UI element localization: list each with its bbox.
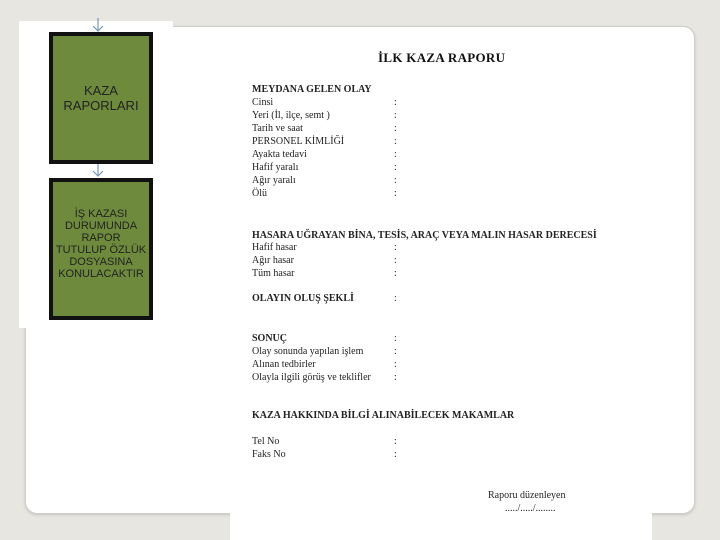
flowchart-box-line: DURUMUNDA <box>64 220 138 232</box>
field-colon: : <box>394 293 397 304</box>
field-label: Hafif yaralı <box>252 162 299 173</box>
form-row <box>252 436 672 448</box>
field-colon: : <box>394 255 397 266</box>
field-label: Ağır yaralı <box>252 175 296 186</box>
form-row <box>252 136 672 148</box>
section-heading-text: HASARA UĞRAYAN BİNA, TESİS, ARAÇ VEYA MALIN HASAR DERECESİ <box>252 230 597 241</box>
section-heading-hasar <box>252 230 672 242</box>
form-row <box>252 449 672 461</box>
field-colon: : <box>394 359 397 370</box>
field-colon: : <box>394 242 397 253</box>
field-label: Ağır hasar <box>252 255 294 266</box>
field-label: Hafif hasar <box>252 242 297 253</box>
field-label: Tel No <box>252 436 280 447</box>
form-row <box>252 123 672 135</box>
section-heading-sonuc <box>252 333 672 345</box>
field-label: Cinsi <box>252 97 274 108</box>
form-row <box>252 346 672 358</box>
field-label: Yeri (İl, ilçe, semt ) <box>252 110 330 121</box>
form-row <box>252 372 672 384</box>
field-colon: : <box>394 175 397 186</box>
flowchart-box-line: DOSYASINA <box>69 256 133 268</box>
field-colon: : <box>394 136 397 147</box>
flowchart-box-line: RAPORLARI <box>63 98 139 113</box>
flowchart-box-line: KONULACAKTIR <box>58 268 144 280</box>
field-label: Alınan tedbirler <box>252 359 316 370</box>
flowchart-box-line: İŞ KAZASI <box>74 208 128 220</box>
field-colon: : <box>394 372 397 383</box>
form-row <box>252 175 672 187</box>
document-page-bottom <box>230 505 652 540</box>
form-row <box>252 110 672 122</box>
flowchart-box-is-kazasi <box>49 178 153 320</box>
field-label: Olayla ilgili görüş ve teklifler <box>252 372 371 383</box>
form-row <box>252 268 672 280</box>
field-colon: : <box>394 97 397 108</box>
field-label: Faks No <box>252 449 286 460</box>
section-heading-text: OLAYIN OLUŞ ŞEKLİ <box>252 293 354 304</box>
signature-label: Raporu düzenleyen <box>488 490 566 501</box>
form-row <box>252 255 672 267</box>
field-colon: : <box>394 149 397 160</box>
field-colon: : <box>394 346 397 357</box>
field-colon: : <box>394 162 397 173</box>
field-colon: : <box>394 436 397 447</box>
field-label: PERSONEL KİMLİĞİ <box>252 136 345 147</box>
field-colon: : <box>394 449 397 460</box>
form-row <box>252 359 672 371</box>
field-label: Olay sonunda yapılan işlem <box>252 346 364 357</box>
flowchart-box-kaza-raporlari <box>49 32 153 164</box>
field-label: Tüm hasar <box>252 268 295 279</box>
field-colon: : <box>394 333 397 344</box>
field-label: Ayakta tedavi <box>252 149 307 160</box>
form-row <box>252 162 672 174</box>
section-heading-makamlar <box>252 410 672 422</box>
field-colon: : <box>394 188 397 199</box>
signature-date: ...../...../........ <box>505 503 556 514</box>
form-row <box>252 188 672 200</box>
flowchart-box-line: RAPOR <box>81 232 121 244</box>
arrow-down-middle <box>90 164 106 179</box>
section-heading-text: KAZA HAKKINDA BİLGİ ALINABİLECEK MAKAMLAR <box>252 410 515 421</box>
form-row <box>252 97 672 109</box>
field-label: Tarih ve saat <box>252 123 303 134</box>
form-row <box>252 149 672 161</box>
field-colon: : <box>394 110 397 121</box>
field-colon: : <box>394 268 397 279</box>
flowchart-box-line: KAZA <box>84 83 118 98</box>
section-heading-text: SONUÇ <box>252 333 288 344</box>
flowchart-box-line: TUTULUP ÖZLÜK <box>55 244 147 256</box>
section-heading-text: MEYDANA GELEN OLAY <box>252 84 372 95</box>
field-colon: : <box>394 123 397 134</box>
field-label: Ölü <box>252 188 267 199</box>
report-title: İLK KAZA RAPORU <box>378 50 506 65</box>
section-heading-meydana-gelen-olay <box>252 84 672 96</box>
form-row <box>252 242 672 254</box>
section-heading-olayin-olus-sekli <box>252 293 672 305</box>
